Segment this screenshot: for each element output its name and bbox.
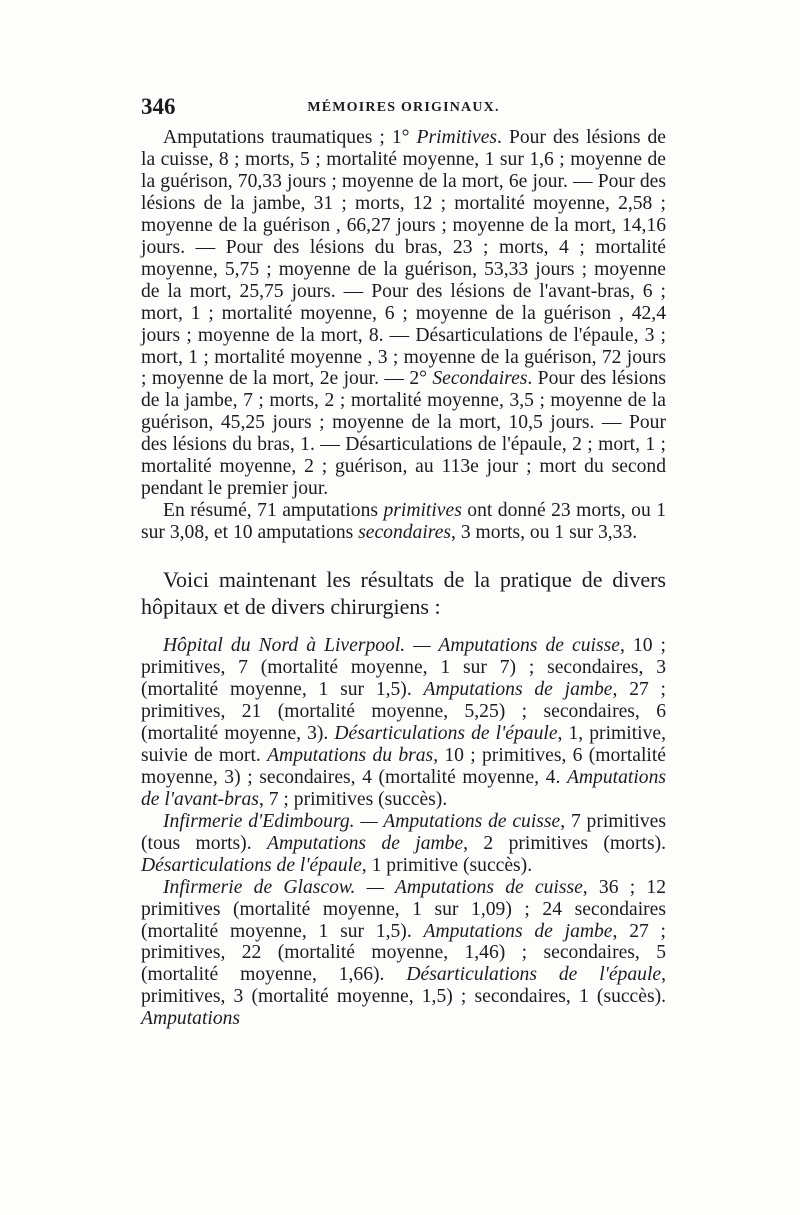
paragraph-edimbourg	[141, 811, 666, 877]
italic-run: secondaires	[358, 522, 452, 544]
paragraph-statistics	[141, 127, 666, 500]
text-run: , 7 primitives (tous morts).	[141, 810, 666, 854]
text-run: , 3 morts, ou 1 sur 3,33.	[451, 522, 638, 544]
hospital-results	[141, 635, 666, 1030]
paragraph-liverpool	[141, 635, 666, 811]
text-run: , 27 ; primitives, 22 (mortalité moyenne, 1,46) ; secondaires, 5 (mortalité moyenne, 1,66).	[141, 920, 667, 986]
text-run: , 2 primitives (morts).	[463, 832, 666, 854]
italic-run: Primitives	[416, 127, 498, 148]
paragraph-intro: Voici maintenant les résultats de la pratique de divers hôpitaux et de divers chirurgiens :	[141, 567, 666, 620]
text-run: , 36 ; 12 primitives (mortalité moyenne, 1 sur 1,09) ; 24 secondaires (mortalité moyenne, 1 sur 1,5).	[141, 876, 666, 942]
text-run: . Pour des lésions de la jambe, 7 ; morts, 2 ; mortalité moyenne, 3,5 ; moyenne de la guérison, 45,25 jours ; moyenne de la mort, 10,5 jours. — Pour des lésions du bras, 1. — Désarticulations de l'épaule, 2 ; mort, 1 ; mortalité moyenne, 2 ; guérison, au 113e jour ; mort du second pendant le premier jour.	[141, 368, 666, 500]
italic-run: Désarticulations de l'épaule	[334, 722, 558, 744]
italic-run: Amputations de jambe	[266, 832, 464, 854]
italic-run: Amputations de jambe	[423, 920, 613, 942]
italic-run: Secondaires	[432, 368, 528, 390]
text-run: , 7 ; primitives (succès).	[258, 788, 448, 810]
text-run: , 27 ; primitives, 21 (mortalité moyenne, 5,25) ; secondaires, 6 (mortalité moyenne, 3).	[141, 679, 667, 744]
italic-run: Amputations du bras	[267, 744, 434, 766]
italic-run: Infirmerie d'Edimbourg. — Amputations de cuisse	[163, 810, 561, 832]
text-run: , 10 ; primitives, 7 (mortalité moyenne, 1 sur 7) ; secondaires, 3 (mortalité moyenne, 1 sur 1,5).	[141, 635, 667, 701]
italic-run: Désarticulations de l'épaule	[141, 854, 362, 876]
paragraph-glascow	[141, 877, 666, 1031]
italic-run: primitives	[383, 500, 462, 522]
text-run: , 10 ; primitives, 6 (mortalité moyenne, 3) ; secondaires, 4 (mortalité moyenne, 4.	[141, 744, 666, 788]
page-number: 346	[141, 94, 176, 119]
page-header	[141, 94, 666, 124]
page-body	[141, 127, 666, 1030]
text-run: En résumé, 71 amputations	[163, 500, 384, 522]
italic-run: Infirmerie de Glascow. — Amputations de cuisse	[163, 876, 583, 898]
running-title: MÉMOIRES ORIGINAUX.	[307, 100, 500, 115]
italic-run: Désarticulations de l'épaule	[406, 964, 662, 986]
italic-run: Amputations	[141, 1008, 241, 1030]
italic-run: Amputations de l'avant-bras	[141, 766, 666, 810]
paragraph-summary	[141, 500, 666, 544]
text-run: , primitives, 3 (mortalité moyenne, 1,5) ; secondaires, 1 (succès).	[141, 964, 666, 1008]
text-run: , 1 primitive (succès).	[361, 854, 533, 876]
text-run: . Pour des lésions de la cuisse, 8 ; morts, 5 ; mortalité moyenne, 1 sur 1,6 ; moyenne de la guérison, 70,33 jours ; moyenne de la mort, 6e jour. — Pour des lésions de la jambe, 31 ; morts, 12 ; mortalité moyenne, 2,58 ; moyenne de la guérison , 66,27 jours ; moyenne de la mort, 14,16 jours. — Pour des lésions du bras, 23 ; morts, 4 ; mortalité moyenne, 5,75 ; moyenne de la guérison, 53,33 jours ; moyenne de la mort, 25,75 jours. — Pour des lésions de l'avant-bras, 6 ; mort, 1 ; mortalité moyenne, 6 ; moyenne de la guérison , 42,4 jours ; moyenne de la mort, 8. — Désarticulations de l'épaule, 3 ; mort, 1 ; mortalité moyenne , 3 ; moyenne de la guérison, 72 jours ; moyenne de la mort, 2e jour. — 2°	[141, 127, 666, 390]
text-run: ont donné 23 morts, ou 1 sur 3,08, et 10 amputations	[141, 500, 667, 544]
text-run: , 1, primitive, suivie de mort.	[141, 722, 666, 766]
text-run: Amputations traumatiques ; 1°	[163, 127, 417, 148]
italic-run: Amputations de jambe	[423, 679, 613, 701]
italic-run: Hôpital du Nord à Liverpool. — Amputations de cuisse	[163, 635, 620, 657]
